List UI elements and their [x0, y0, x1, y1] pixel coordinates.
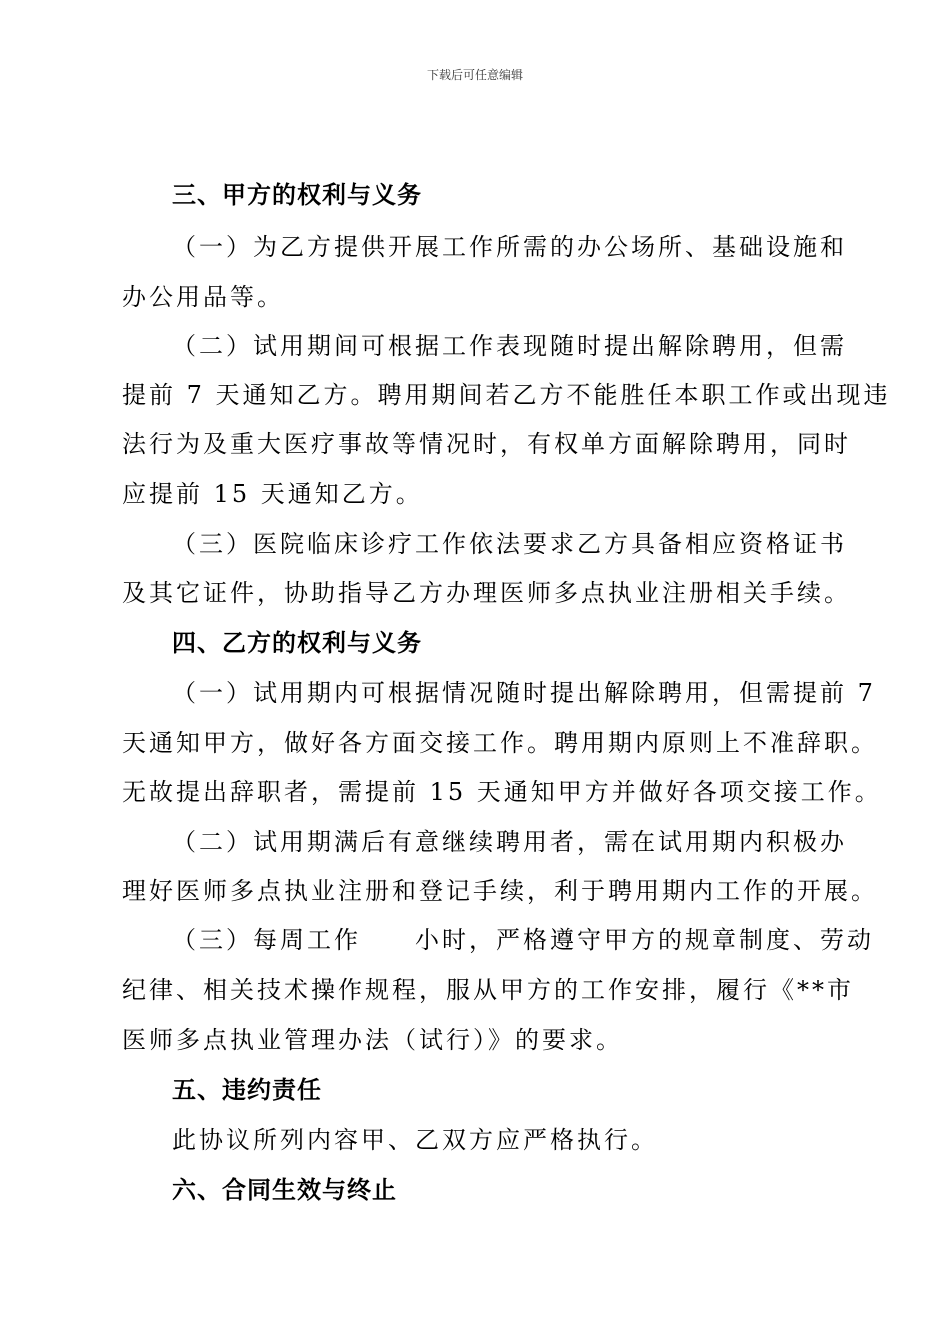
paragraph-line: （三）每周工作 小时，严格遵守甲方的规章制度、劳动	[172, 926, 874, 954]
paragraph-line: 无故提出辞职者，需提前 15 天通知甲方并做好各项交接工作。	[122, 778, 882, 806]
paragraph-line: 应提前 15 天通知乙方。	[122, 480, 423, 508]
paragraph-line: 医师多点执业管理办法（试行）》的要求。	[122, 1026, 623, 1054]
paragraph-line: （二）试用期满后有意继续聘用者，需在试用期内积极办	[172, 828, 847, 856]
paragraph-line: 及其它证件，协助指导乙方办理医师多点执业注册相关手续。	[122, 579, 851, 607]
paragraph-line: （一）试用期内可根据情况随时提出解除聘用，但需提前 7	[172, 679, 876, 707]
paragraph-line: 办公用品等。	[122, 283, 284, 311]
section-4-heading: 四、乙方的权利与义务	[172, 629, 422, 657]
paragraph-line: 此协议所列内容甲、乙双方应严格执行。	[172, 1126, 658, 1154]
paragraph-line: （二）试用期间可根据工作表现随时提出解除聘用，但需	[172, 332, 847, 360]
section-3-heading: 三、甲方的权利与义务	[172, 181, 422, 209]
paragraph-line: 纪律、相关技术操作规程，服从甲方的工作安排，履行《**市	[122, 976, 854, 1004]
paragraph-line: 理好医师多点执业注册和登记手续，利于聘用期内工作的开展。	[122, 877, 878, 905]
header-note: 下载后可任意编辑	[426, 68, 523, 82]
section-6-heading: 六、合同生效与终止	[172, 1176, 397, 1204]
section-5-heading: 五、违约责任	[172, 1076, 322, 1104]
paragraph-line: 天通知甲方，做好各方面交接工作。聘用期内原则上不准辞职。	[122, 729, 878, 757]
paragraph-line: （一）为乙方提供开展工作所需的办公场所、基础设施和	[172, 233, 847, 261]
paragraph-line: 提前 7 天通知乙方。聘用期间若乙方不能胜任本职工作或出现违	[122, 381, 891, 409]
paragraph-line: 法行为及重大医疗事故等情况时，有权单方面解除聘用，同时	[122, 430, 851, 458]
paragraph-line: （三）医院临床诊疗工作依法要求乙方具备相应资格证书	[172, 530, 847, 558]
